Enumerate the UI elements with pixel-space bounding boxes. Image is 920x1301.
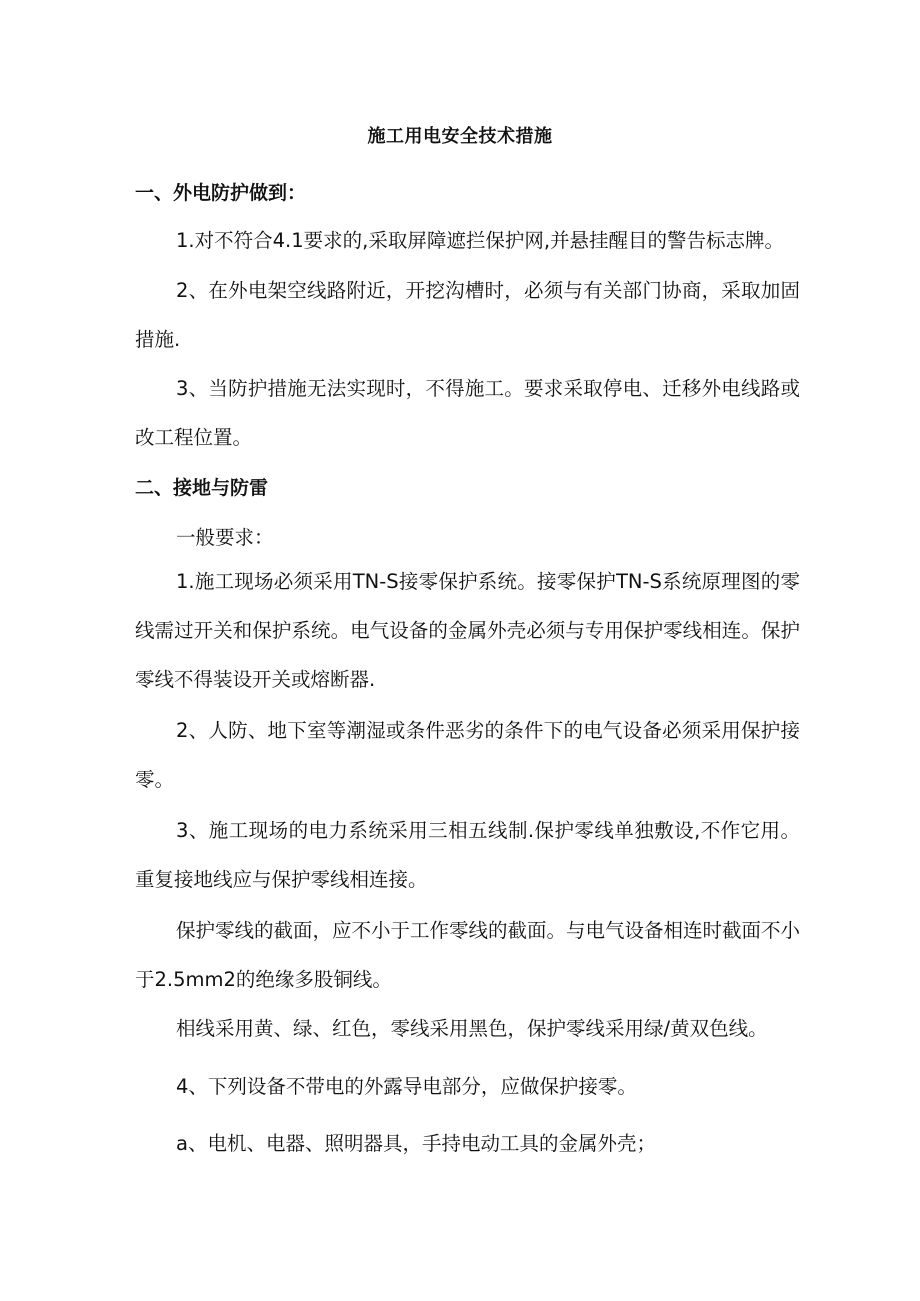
section-heading-external-protection: 一、外电防护做到： — [135, 182, 307, 204]
paragraph-grounding-4: 4、下列设备不带电的外露导电部分，应做保护接零。 — [176, 1075, 637, 1098]
paragraph-grounding-1: 1.施工现场必须采用TN-S接零保护系统。接零保护TN-S系统原理图的零线需过开关和保护系统。电气设备的金属外壳必须与专用保护零线相连。保护零线不得装设开关或熔断器. — [135, 570, 800, 691]
document-title: 施工用电安全技术措施 — [367, 126, 553, 147]
paragraph-item-3: 3、当防护措施无法实现时，不得施工。要求采取停电、迁移外电线路或改工程位置。 — [135, 377, 800, 449]
paragraph-item-1: 1.对不符合4.1要求的,采取屏障遮拦保护网,并悬挂醒目的警告标志牌。 — [176, 229, 785, 252]
paragraph-item-a: a、电机、电器、照明器具，手持电动工具的金属外壳； — [176, 1132, 656, 1155]
paragraph-cross-section: 保护零线的截面，应不小于工作零线的截面。与电气设备相连时截面不小于2.5mm2的绝缘多股铜线。 — [135, 919, 801, 991]
section-heading-grounding: 二、接地与防雷 — [135, 477, 269, 499]
paragraph-item-2: 2、在外电架空线路附近，开挖沟槽时，必须与有关部门协商，采取加固措施. — [135, 279, 800, 351]
paragraph-grounding-2: 2、人防、地下室等潮湿或条件恶劣的条件下的电气设备必须采用保护接零。 — [135, 719, 800, 791]
paragraph-wire-colors: 相线采用黄、绿、红色，零线采用黑色，保护零线采用绿/黄双色线。 — [176, 1017, 768, 1040]
general-requirements-label: 一般要求： — [176, 526, 274, 549]
paragraph-grounding-3: 3、施工现场的电力系统采用三相五线制.保护零线单独敷设,不作它用。重复接地线应与保护零线相连接。 — [135, 819, 800, 891]
